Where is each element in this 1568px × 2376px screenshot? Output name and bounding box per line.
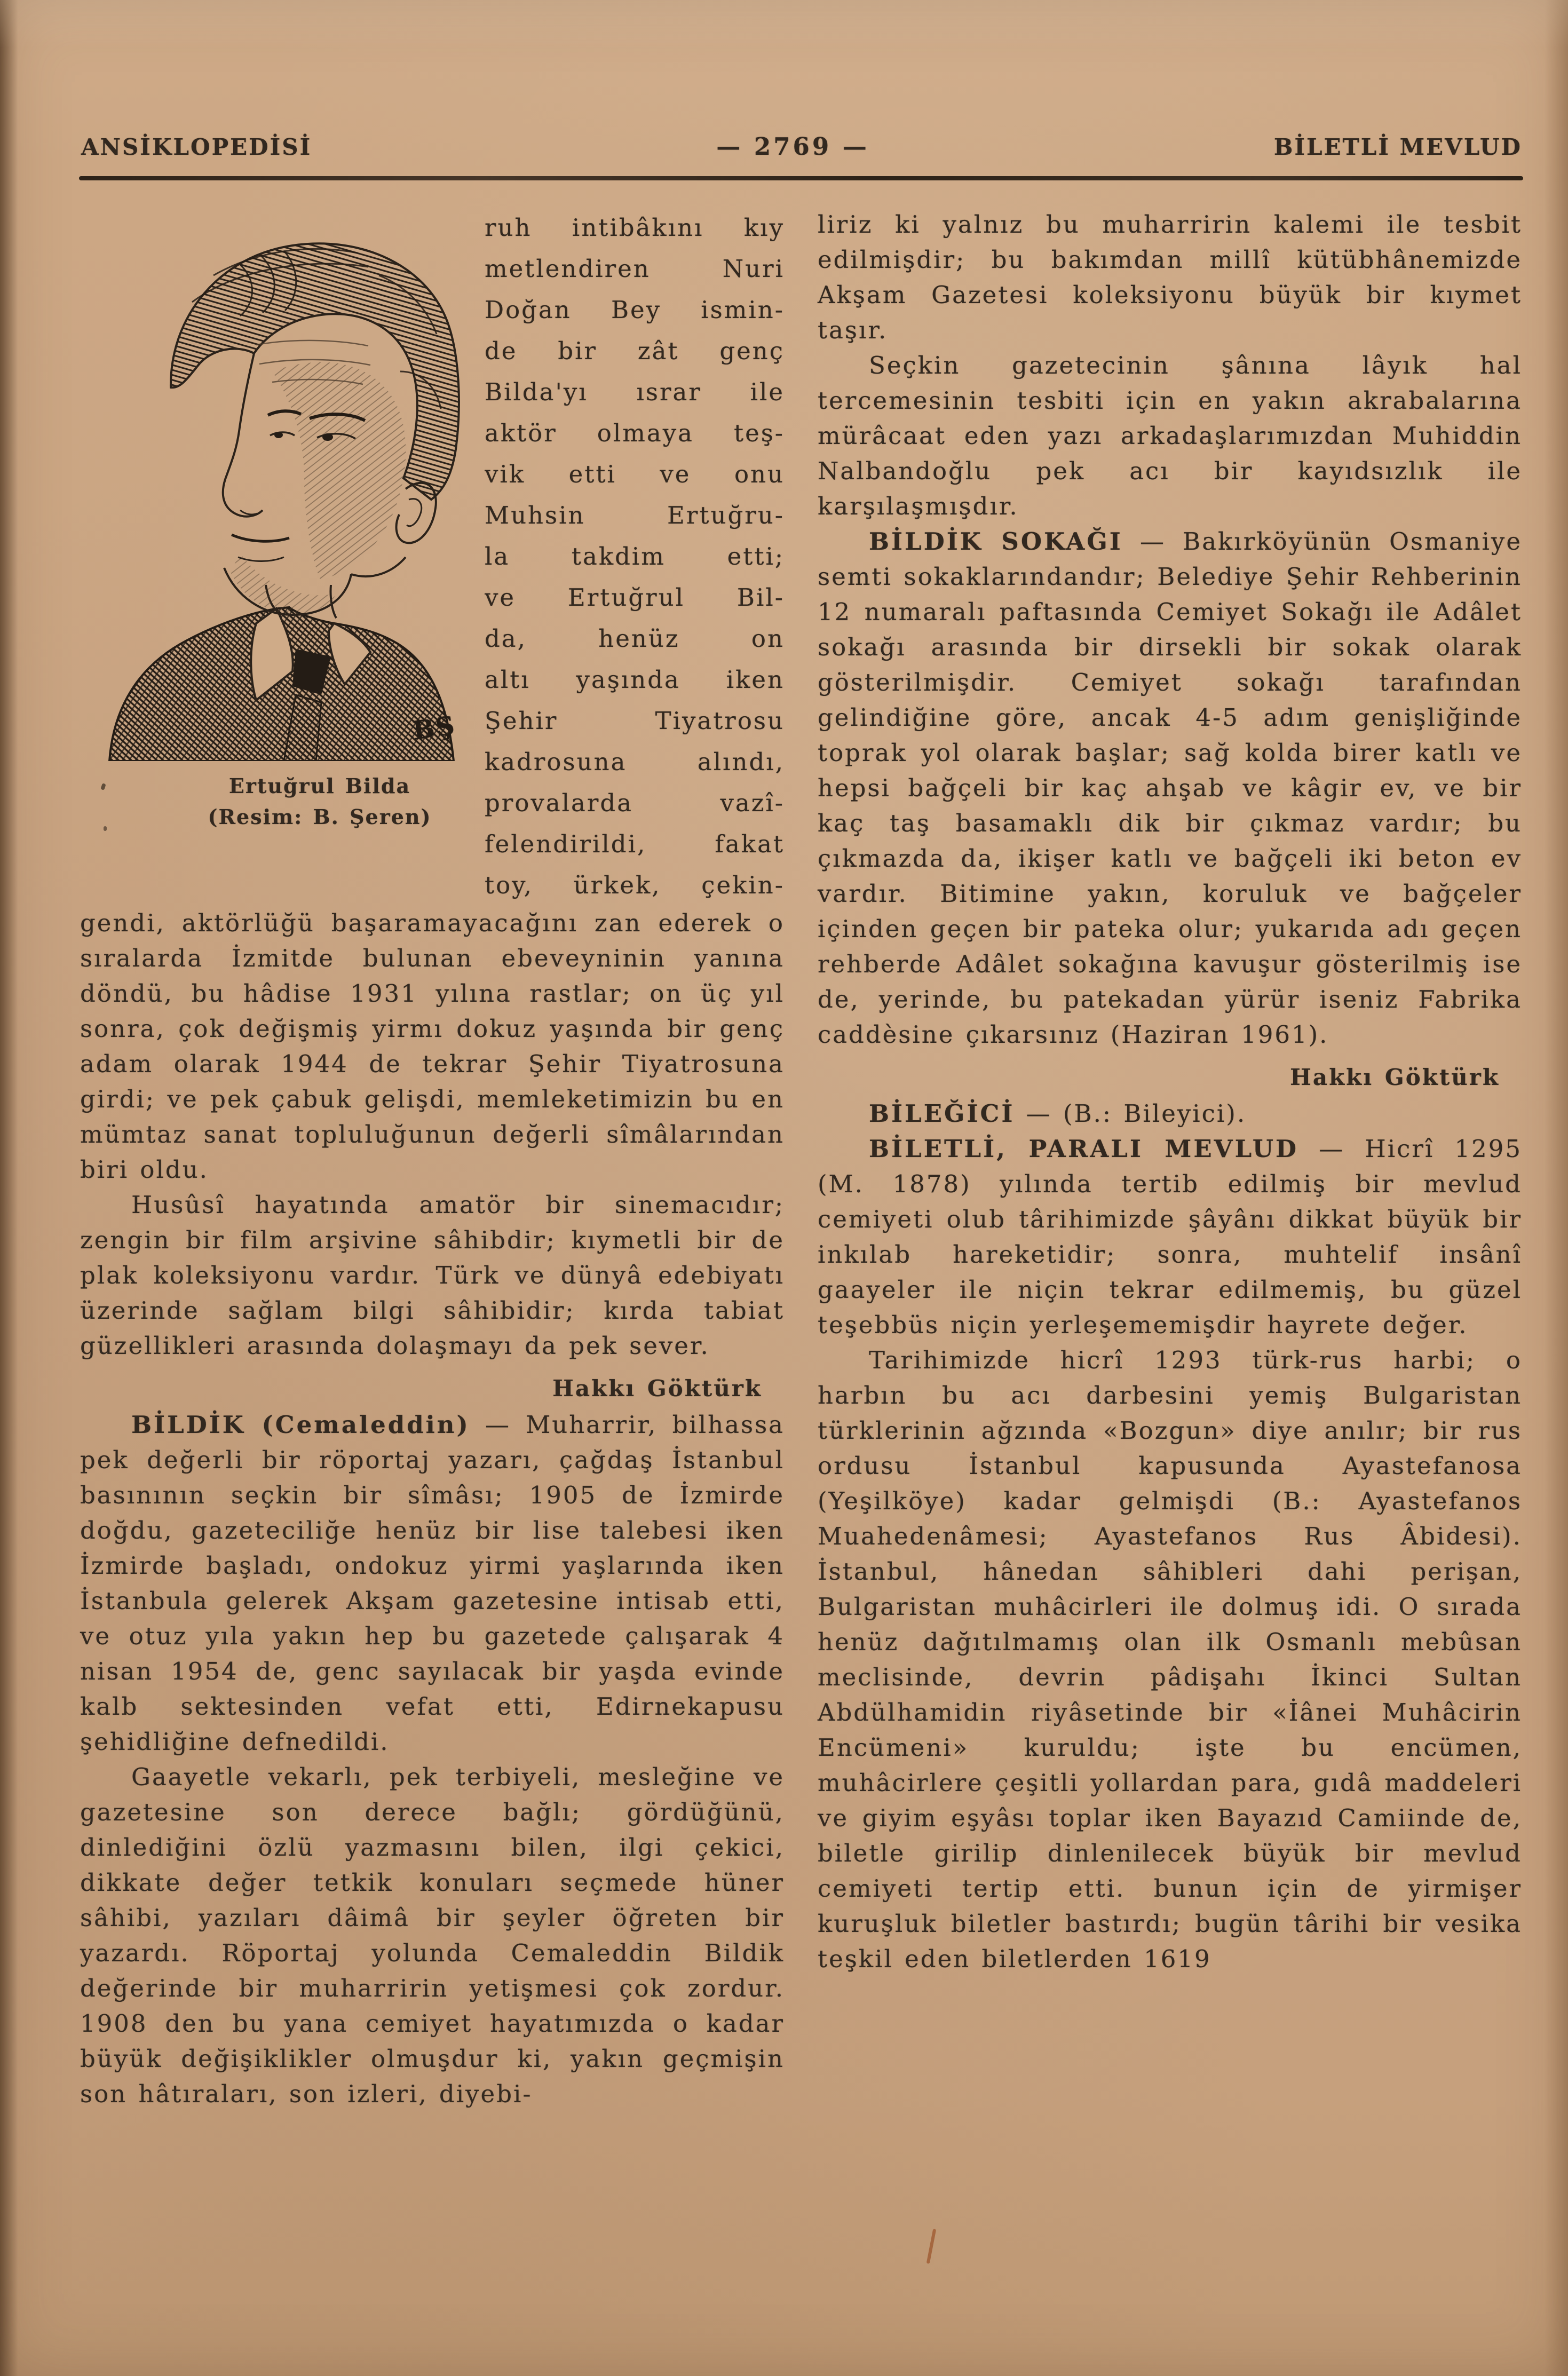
left-iris xyxy=(274,432,283,438)
paragraph-bildik-continuation-2 xyxy=(818,207,1522,348)
wrapped-line: la takdim etti; xyxy=(485,542,785,571)
scan-edge-left xyxy=(0,0,18,2376)
paragraph-text: Husûsî hayatında amatör bir sinemacıdır; zengin bir film arşivine sâhibdir; kıymetli bir de plak koleksiyonu vardır. Türk ve dünyâ edebiyatı üzerinde sağlam bilgi sâhibidir; kırda tabiat güzellikleri arasında dolaşmayı da pek sever. xyxy=(80,1191,785,1360)
right-column xyxy=(818,207,1522,2112)
entry-headword: BİLEĞİCİ xyxy=(869,1099,1015,1128)
wrapped-line: aktör olmaya teş- xyxy=(485,419,785,447)
page-number: — 2769 — xyxy=(716,132,869,161)
scan-edge-top xyxy=(0,0,1568,48)
entry-biletli-parali-mevlud xyxy=(818,1131,1522,1343)
wrapped-line: Bilda'yı ısrar ile xyxy=(485,378,785,406)
wrapped-line: vik etti ve onu xyxy=(485,460,785,488)
paragraph-mevlud-history xyxy=(818,1343,1522,1977)
entry-headword: BİLETLİ, PARALI MEVLUD xyxy=(869,1135,1299,1163)
portrait-caption-name: Ertuğrul Bilda xyxy=(228,774,411,798)
author-signature: Hakkı Göktürk xyxy=(1290,1064,1500,1090)
wrapped-line: ve Ertuğrul Bil- xyxy=(485,583,785,612)
author-signature: Hakkı Göktürk xyxy=(552,1375,762,1401)
paragraph-text: Seçkin gazetecinin şânına lâyık hal tercemesinin tesbiti için en yakın akrabalarına mürâcaat eden yazı arkadaşlarımızdan Muhiddin Nalbandoğlu pek acı bir kayıdsızlık ile karşılaşmışdır. xyxy=(818,351,1522,520)
portrait-caption-credit: (Resim: B. Şeren) xyxy=(208,805,432,829)
entry-bildik-sokagi xyxy=(818,524,1522,1052)
paragraph-text: Gaayetle vekarlı, pek terbiyeli, mesleğine ve gazetesine son derece bağlı; gördüğünü, dinlediğini özlü yazmasını bilen, ilgi çekici, dikkate değer tetkik konuları seçmede hüner sâhibi, yazıları dâimâ bir şeyler öğreten bir yazardı. Röportaj yolunda Cemaleddin Bildik değerinde bir muharririn yetişmesi çok zordur. 1908 den bu yana cemiyet hayatımızda o kadar büyük değişiklikler olmuşdur ki, yakın geçmişin son hâtıraları, son izleri, diyebi- xyxy=(80,1763,785,2108)
paragraph-text: — Hicrî 1295 (M. 1878) yılında tertib edilmiş bir mevlud cemiyeti olub târihimizde şâyânı dikkat büyük bir inkılab hareketidir; sonra, muhtelif insânî gaayeler ile niçin tekrar edilmemiş, bu güzel teşebbüs niçin yerleşememişdir hayrete değer. xyxy=(818,1135,1523,1339)
paragraph-bilda-continuation xyxy=(80,906,785,1187)
left-column xyxy=(80,207,785,2112)
wrapped-line: provalarda vazî- xyxy=(485,789,785,817)
wrapped-line: de bir zât genç xyxy=(485,337,785,365)
running-title-right: BİLETLİ MEVLUD xyxy=(1273,134,1522,160)
paragraph-bildik-relatives xyxy=(818,348,1522,524)
right-iris xyxy=(322,433,333,441)
wrapped-line: altı yaşında iken xyxy=(485,666,785,694)
wrapped-line: Doğan Bey ismin- xyxy=(485,296,785,324)
paragraph-text: — Bakırköyünün Osmaniye semti sokaklarındandır; Belediye Şehir Rehberinin 12 numaralı paftasında Cemiyet Sokağı ile Adâlet sokağı arasında bir dirsekli bir sokak olarak gösterilmişdir. Cemiyet sokağı tarafından gelindiğine göre, ancak 4-5 adım genişliğinde toprak yol olarak başlar; sağ kolda birer katlı ve hepsi bağçeli bir kaç ahşab ve kâgir ev, ve bir kaç taş basamaklı dik bir çıkmaz vardır; bu çıkmazda da, ikişer katlı ve bağçeli iki beton ev vardır. Bitimine yakın, koruluk ve bağçeler içinden geçen bir pateka olur; yukarıda adı geçen rehberde Adâlet sokağına kavuşur gösterilmiş ise de, yerinde, bu patekadan yürür iseniz Fabrika caddèsine çıkarsınız (Haziran 1961). xyxy=(818,527,1522,1049)
wrapped-line: Muhsin Ertuğru- xyxy=(485,501,785,529)
wrapped-line: kadrosuna alındı, xyxy=(485,748,785,776)
entry-headword: BİLDİK (Cemaleddin) xyxy=(131,1411,470,1439)
wrapped-line: ruh intibâkını kıy xyxy=(485,213,785,242)
portrait-figure xyxy=(80,211,475,833)
cheek-shading xyxy=(272,362,406,580)
scan-edge-right xyxy=(1545,0,1568,2376)
wrapped-line: da, henüz on xyxy=(485,624,785,653)
ink-slash-mark xyxy=(926,2229,936,2264)
wrapped-line: Şehir Tiyatrosu xyxy=(485,707,785,735)
paragraph-text: liriz ki yalnız bu muharririn kalemi ile tesbit edilmişdir; bu bakımdan millî kütübhânemizde Akşam Gazetesi koleksiyonu büyük bir kıymet taşır. xyxy=(818,210,1522,344)
running-title-left: ANSİKLOPEDİSİ xyxy=(81,134,312,160)
paragraph-text: gendi, aktörlüğü başaramayacağını zan ederek o sıralarda İzmitde bulunan ebeveyninin yanına döndü, bu hâdise 1931 yılına rastlar; on üç yıl sonra, çok değişmiş yirmı dokuz yaşında bir genç adam olarak 1944 de tekrar Şehir Tiyatrosuna girdi; ve pek çabuk gelişdi, memleketimizin bu en mümtaz sanat topluluğunun değerli sîmâlarından biri oldu. xyxy=(80,909,785,1184)
running-header xyxy=(81,132,1522,161)
text-columns xyxy=(80,207,1522,2112)
paragraph-text: — Muharrir, bilhassa pek değerli bir röportaj yazarı, çağdaş İstanbul basınının seçkin bir sîmâsı; 1905 de İzmirde doğdu, gazeteciliğe henüz bir lise talebesi iken İzmirde başladı, ondokuz yirmi yaşlarında iken İstanbula gelerek Akşam gazetesine intisab etti, ve otuz yıla yakın hep bu gazetede çalışarak 4 nisan 1954 de, genc sayılacak bir yaşda evinde kalb sektesinden vefat etti, Edirnekapusu şehidliğine defnedildi. xyxy=(80,1411,785,1756)
paragraph-text: — (B.: Bileyici). xyxy=(1015,1099,1247,1128)
portrait-sketch-ertugrul-bilda xyxy=(80,211,475,761)
wrapped-line: metlendiren Nuri xyxy=(485,255,785,283)
wrapped-text-beside-portrait xyxy=(485,207,785,906)
paragraph-text: Tarihimizde hicrî 1293 türk-rus harbi; o harbın bu acı darbesini yemiş Bulgaristan türklerinin ağzında «Bozgun» diye anılır; bir rus ordusu İstanbul kapusunda Ayastefanosa (Yeşilköye) kadar gelmişdi (B.: Ayastefanos Muahedenâmesi; Ayastefanos Rus Âbidesi). İstanbul, hânedan sâhibleri dahi perişan, Bulgaristan muhâcirleri ile dolmuş idi. O sırada henüz dağıtılmamış olan ilk Osmanlı mebûsan meclisinde, devrin pâdişahı İkinci Sultan Abdülhamidin riyâsetinde bir «İânei Muhâcirin Encümeni» kuruldu; işte bu encümen, muhâcirlere çeşitli yollardan para, gıdâ maddeleri ve giyim eşyâsı toplar iken Bayazıd Camiinde de, biletle girilip dinlenilecek büyük bir mevlud cemiyeti tertip etti. bunun için de yirmişer kuruşluk biletler bastırdı; bugün târihi bir vesika teşkil eden biletlerden 1619 xyxy=(818,1346,1522,1973)
artist-monogram: BŞ xyxy=(410,710,458,746)
portrait-caption xyxy=(80,771,475,833)
entry-bildik-cemaleddin xyxy=(80,1407,785,1760)
wrapped-line: toy, ürkek, çekin- xyxy=(485,871,785,899)
ear-inner xyxy=(407,499,422,526)
entry-bilegici xyxy=(818,1096,1522,1131)
paragraph-bildik-character xyxy=(80,1760,785,2112)
nostril-line xyxy=(240,510,257,514)
paragraph-bilda-private-life xyxy=(80,1187,785,1364)
header-rule xyxy=(79,176,1523,180)
wrapped-line: felendirildi, fakat xyxy=(485,830,785,858)
profile-outline xyxy=(223,353,263,517)
mouth-line xyxy=(232,535,289,541)
entry-headword: BİLDİK SOKAĞI xyxy=(869,527,1123,556)
